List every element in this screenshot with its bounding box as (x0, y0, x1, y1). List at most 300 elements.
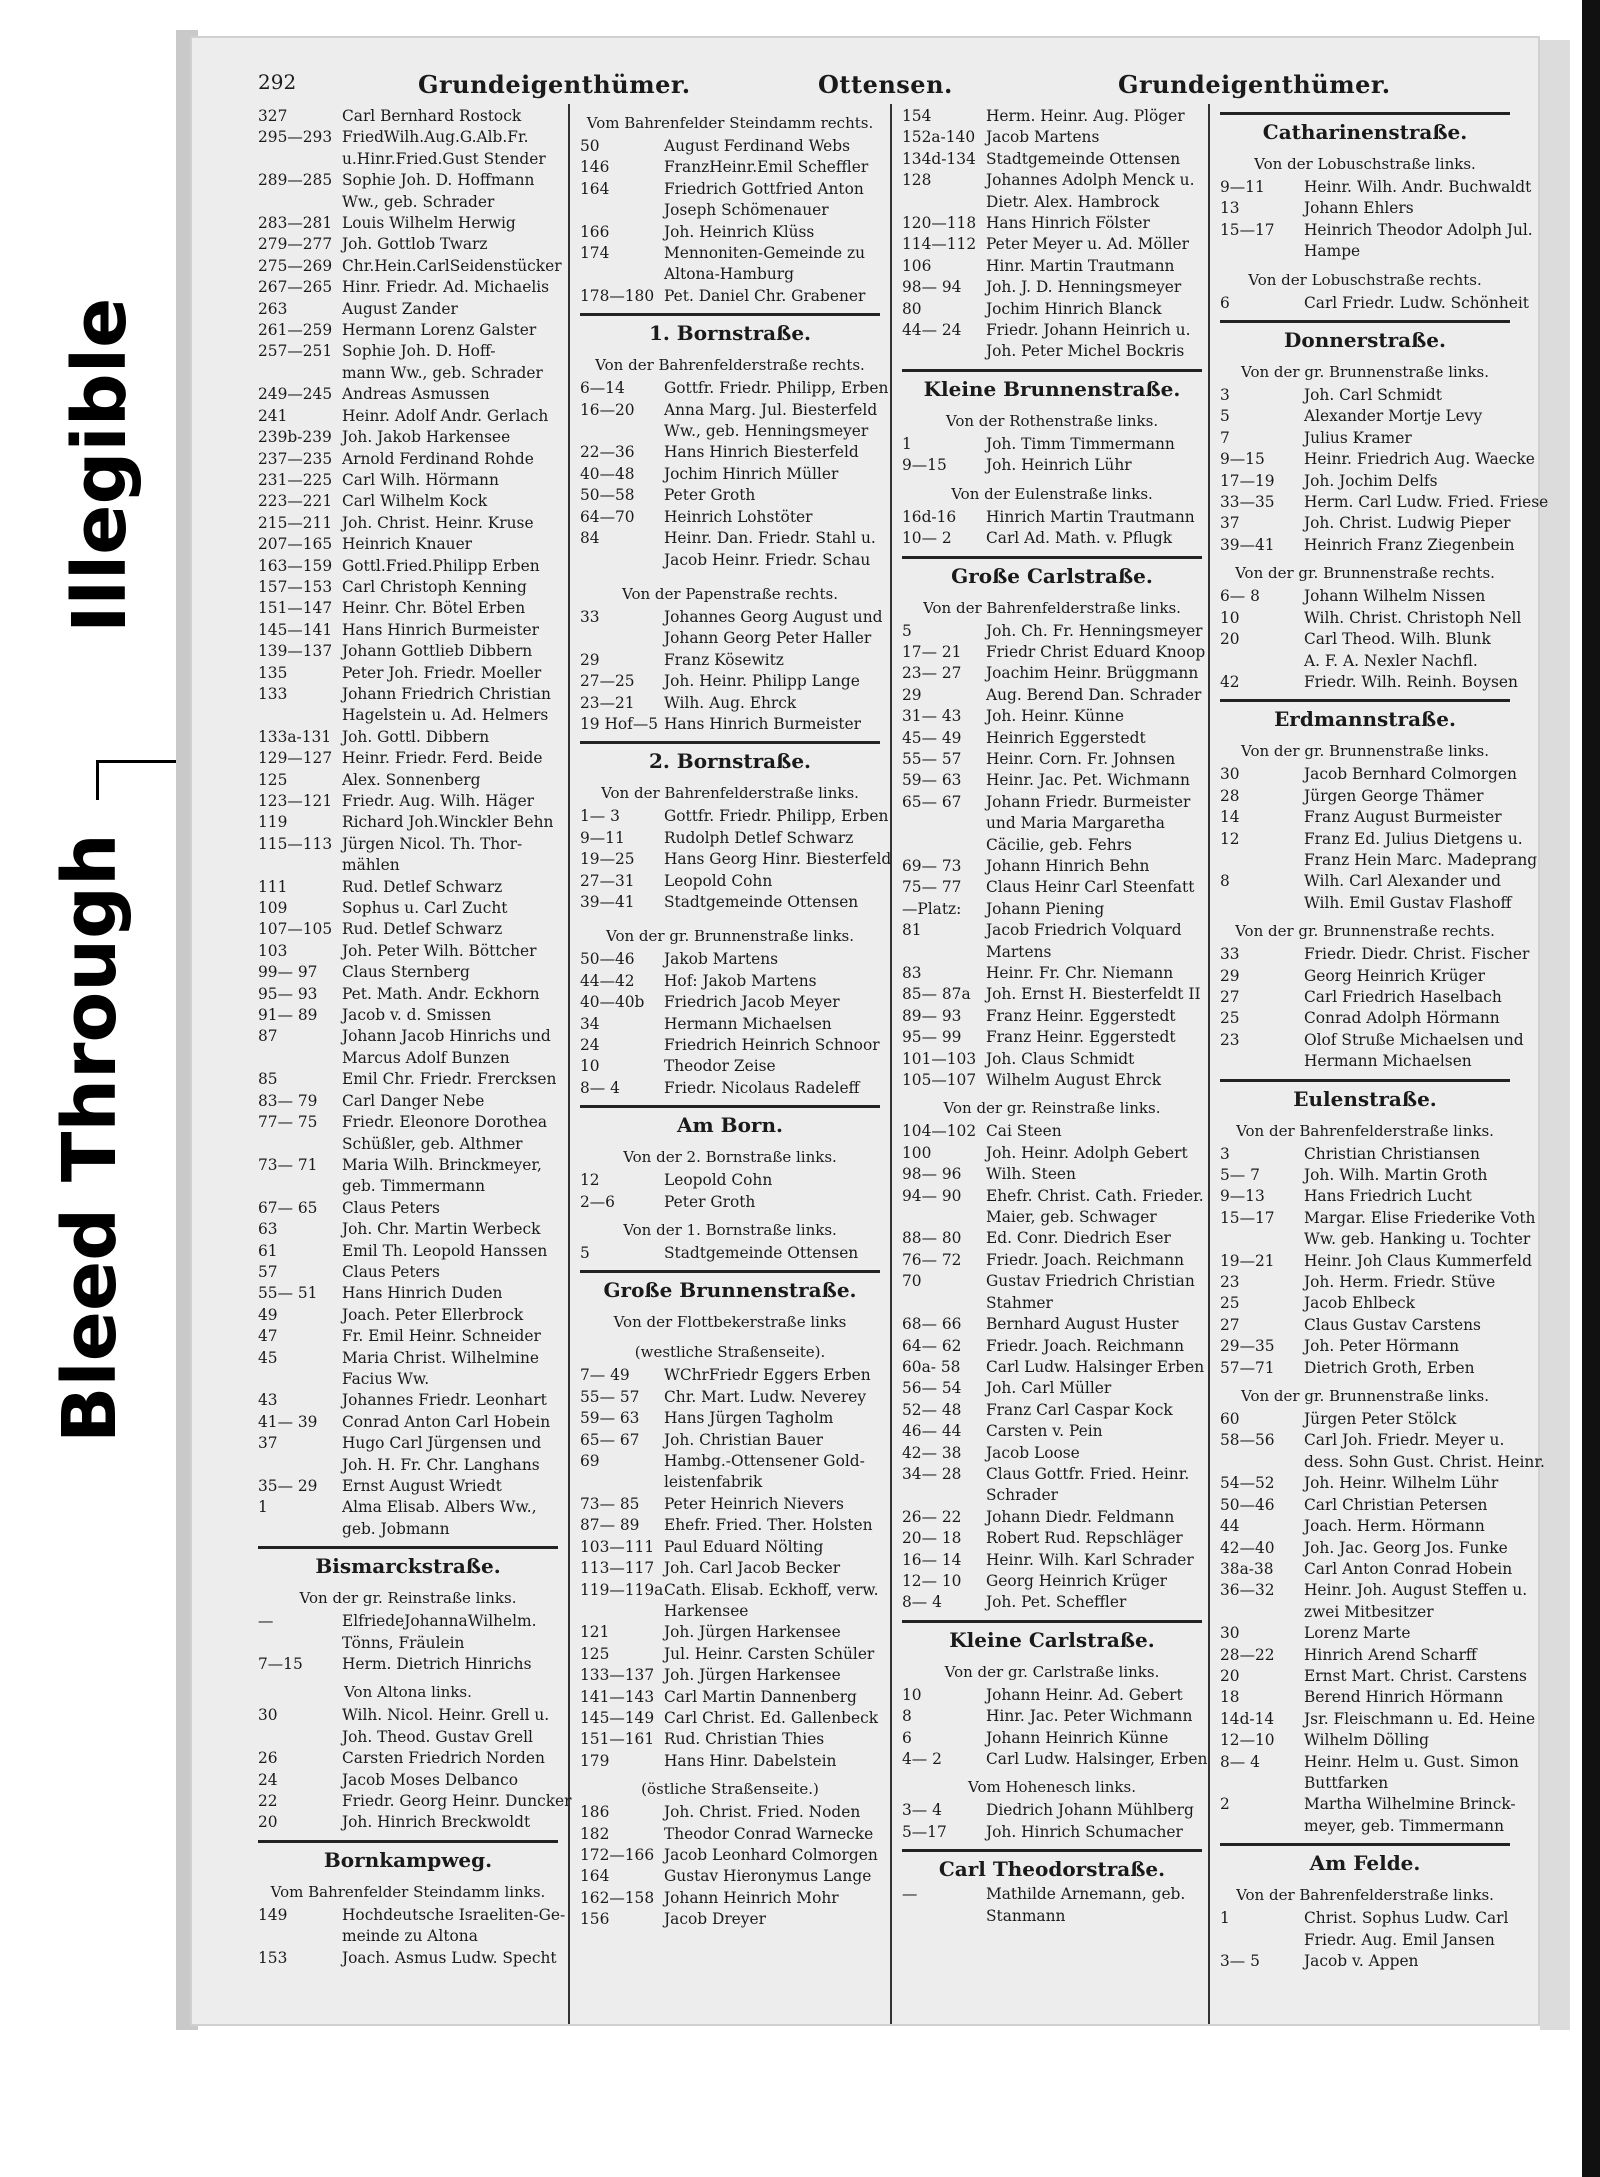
owner-name: Jacob Dreyer (664, 1910, 766, 1929)
house-number: 29 (902, 685, 922, 704)
house-number: 3— 5 (1220, 1952, 1260, 1970)
owner-name: Arnold Ferdinand Rohde (342, 449, 534, 468)
owner-name: Franz Heinr. Eggerstedt (986, 1028, 1176, 1047)
directory-entry (580, 1243, 880, 1264)
directory-entry (580, 1192, 880, 1213)
house-number: 29—35 (1220, 1337, 1275, 1356)
owner-name: Jakob Martens (664, 950, 779, 969)
owner-name: Carl Friedrich Haselbach (1304, 987, 1502, 1006)
owner-name: Joh. Hinrich Schumacher (986, 1822, 1183, 1841)
house-number: 40—40b (580, 993, 645, 1012)
directory-entry (902, 1250, 1202, 1271)
house-number: 49 (258, 1305, 278, 1324)
direction-note: Von der gr. Reinstraße links. (299, 1589, 517, 1608)
directory-entry (258, 984, 558, 1005)
owner-name: Heinrich Lohstöter (664, 507, 813, 526)
house-number: 65— 67 (902, 792, 962, 811)
directory-entry (902, 1571, 1202, 1592)
house-number: 241 (258, 406, 288, 425)
directory-entry (258, 1433, 558, 1454)
owner-name: Peter Groth (664, 1192, 756, 1211)
directory-entry (1220, 1473, 1510, 1494)
house-number: 29 (580, 650, 600, 669)
label-divider (96, 760, 176, 763)
directory-entry (1220, 608, 1522, 629)
directory-entry (1220, 1908, 1510, 1929)
directory-entry (902, 1143, 1202, 1164)
house-number: 67— 65 (258, 1198, 318, 1217)
house-number: 73— 71 (258, 1155, 318, 1174)
owner-name: Stadtgemeinde Ottensen (986, 149, 1181, 168)
owner-name: Peter Meyer u. Ad. Möller (986, 235, 1190, 254)
house-number: 7—15 (258, 1655, 303, 1674)
house-number: 119—119a (580, 1580, 664, 1599)
house-number: 85— 87a (902, 985, 971, 1004)
house-number: 63 (258, 1220, 278, 1239)
house-number: 34— 28 (902, 1464, 962, 1483)
directory-entry (902, 106, 1202, 127)
owner-name: Joh. Peter Hörmann (1304, 1337, 1460, 1356)
directory-entry (258, 1476, 558, 1497)
direction-note: Von der 1. Bornstraße links. (623, 1221, 837, 1240)
directory-entry (902, 299, 1202, 320)
directory-entry (580, 1451, 880, 1472)
house-number: 6—14 (580, 379, 625, 398)
owner-name: Fr. Emil Heinr. Schneider (342, 1327, 541, 1346)
owner-name: Jacob Bernhard Colmorgen (1304, 765, 1517, 784)
direction-note: Von der Bahrenfelderstraße links. (601, 784, 859, 803)
owner-name: Hinr. Martin Trautmann (986, 256, 1175, 275)
directory-entry (902, 963, 1202, 984)
directory-entry (902, 149, 1202, 170)
owner-name: Diedrich Johann Mühlberg (986, 1801, 1194, 1820)
owner-name: Joh. Jakob Harkensee (342, 428, 511, 447)
direction-note: Vom Bahrenfelder Steindamm links. (270, 1882, 546, 1901)
house-number: 149 (258, 1905, 288, 1924)
directory-entry (580, 442, 880, 463)
owner-name: Lorenz Marte (1304, 1624, 1411, 1643)
direction-note: Von der 2. Bornstraße links. (623, 1148, 837, 1167)
house-number: 10— 2 (902, 529, 952, 548)
owner-name: Joh. Gottl. Dibbern (342, 727, 490, 746)
directory-entry (258, 556, 558, 577)
owner-name: Wilh. Aug. Ehrck (664, 693, 797, 712)
directory-entry (258, 256, 562, 277)
owner-name: Heinr. Fr. Chr. Niemann (986, 964, 1174, 982)
owner-name: Rud. Detlef Schwarz (342, 877, 503, 896)
house-number: 9—11 (1220, 178, 1265, 196)
owner-name: Friedr. Eleonore Dorothea (342, 1113, 548, 1132)
house-number: 44—42 (580, 971, 635, 990)
owner-name-continued: u.Hinr.Fried.Gust Stender (342, 149, 546, 168)
owner-name: Rudolph Detlef Schwarz (664, 828, 854, 847)
owner-name: Joh. Christian Bauer (664, 1430, 823, 1449)
house-number: 59— 63 (580, 1409, 640, 1428)
owner-name: Carl Wilhelm Kock (342, 492, 488, 511)
house-number: 24 (258, 1770, 278, 1789)
directory-entry (580, 828, 880, 849)
house-number: 50—58 (580, 486, 635, 505)
directory-entry (902, 1006, 1202, 1027)
owner-name-continued: Stanmann (986, 1906, 1066, 1925)
house-number: 113—117 (580, 1559, 655, 1578)
directory-entry (902, 1550, 1202, 1571)
directory-entry (580, 1708, 880, 1729)
directory-entry (258, 1069, 558, 1090)
directory-entry (580, 871, 880, 892)
owner-name: Theodor Conrad Warnecke (664, 1824, 874, 1843)
owner-name: Joh. Carl Schmidt (1304, 386, 1442, 405)
directory-entry (580, 1537, 880, 1558)
directory-entry (1220, 1580, 1528, 1601)
directory-entry (1220, 177, 1532, 198)
house-number: 283—281 (258, 214, 333, 233)
house-number: 33 (580, 607, 600, 626)
directory-entry (902, 256, 1202, 277)
owner-name: Alexander Mortje Levy (1304, 407, 1483, 426)
directory-entry (1220, 672, 1518, 693)
house-number: 152a-140 (902, 128, 976, 147)
house-number: 133—137 (580, 1666, 655, 1685)
directory-entry (580, 607, 883, 628)
directory-entry (902, 1464, 1202, 1485)
direction-note: Von Altona links. (344, 1683, 472, 1702)
owner-name: Friedr. Diedr. Christ. Fischer (1304, 945, 1530, 964)
house-number: 163—159 (258, 556, 333, 575)
directory-entry (580, 157, 880, 178)
directory-entry (258, 1262, 558, 1283)
owner-name: Carl Martin Dannenberg (664, 1687, 857, 1706)
direction-note: Von der Lobuschstraße links. (1254, 155, 1476, 173)
owner-name: Heinr. Chr. Bötel Erben (342, 599, 526, 618)
directory-entry (902, 984, 1202, 1005)
house-number: 98— 94 (902, 278, 962, 297)
house-number: 111 (258, 877, 288, 896)
directory-entry (1220, 1687, 1510, 1708)
directory-entry (258, 1241, 558, 1262)
owner-name: Wilh. Steen (986, 1165, 1076, 1184)
directory-entry (1220, 966, 1510, 987)
house-number: 257—251 (258, 342, 333, 361)
owner-name-continued: Schüßler, geb. Althmer (342, 1134, 523, 1153)
house-number: 99— 97 (258, 963, 318, 982)
house-number: 69 (580, 1452, 600, 1471)
owner-name: Jacob v. Appen (1304, 1952, 1419, 1970)
house-number: 12 (580, 1171, 600, 1190)
owner-name: Joh. Heinr. Künne (986, 707, 1124, 726)
street-heading: Kleine Brunnenstraße. (902, 369, 1202, 404)
owner-name: Ehefr. Christ. Cath. Frieder. (986, 1186, 1204, 1205)
owner-name: Rud. Christian Thies (664, 1730, 825, 1749)
directory-entry (258, 941, 558, 962)
owner-name: Johann Jacob Hinrichs und (342, 1027, 551, 1046)
house-number: 91— 89 (258, 1006, 318, 1025)
house-number: 8— 4 (902, 1593, 942, 1612)
owner-name: Joh. Heinrich Klüss (664, 222, 815, 241)
directory-entry (1220, 535, 1515, 556)
directory-entry (580, 528, 880, 549)
owner-name: Carl Anton Conrad Hobein (1304, 1559, 1513, 1578)
house-number: 33—35 (1220, 493, 1275, 512)
owner-name-continued: Hagelstein u. Ad. Helmers (342, 706, 549, 725)
directory-entry (1220, 786, 1510, 807)
owner-name-continued: Ww. geb. Hanking u. Tochter (1304, 1230, 1531, 1249)
directory-entry (1220, 198, 1510, 219)
page-right-edge (1540, 40, 1570, 2030)
directory-entry (258, 534, 558, 555)
owner-name: Sophie Joh. D. Hoffmann (342, 171, 535, 190)
directory-entry (258, 277, 558, 298)
directory-entry (580, 1430, 880, 1451)
directory-entry (258, 962, 558, 983)
directory-entry (258, 234, 558, 255)
house-number: 249—245 (258, 385, 333, 404)
owner-name: Emil Th. Leopold Hanssen (342, 1241, 548, 1260)
house-number: 57—71 (1220, 1358, 1275, 1377)
directory-entry (258, 1005, 558, 1026)
owner-name: Jürgen George Thämer (1304, 786, 1484, 805)
house-number: 151—147 (258, 599, 333, 618)
house-number: 103 (258, 941, 288, 960)
directory-entry (902, 1314, 1202, 1335)
directory-entry (1220, 492, 1549, 513)
owner-name: Friedr. Joach. Reichmann (986, 1336, 1185, 1355)
owner-name: Hambg.-Ottensener Gold- (664, 1452, 865, 1471)
directory-entry (902, 1749, 1208, 1770)
directory-entry (258, 427, 558, 448)
owner-name: Mathilde Arnemann, geb. (986, 1885, 1186, 1904)
house-number: 20 (258, 1813, 278, 1832)
house-number: 26— 22 (902, 1507, 962, 1526)
owner-name: Carl Ludw. Halsinger, Erben (986, 1750, 1208, 1768)
directory-entry (580, 1387, 880, 1408)
owner-name: Chr.Hein.CarlSeidenstücker (342, 256, 562, 275)
house-number: 30 (1220, 765, 1240, 784)
owner-name: Gottl.Fried.Philipp Erben (342, 556, 540, 575)
directory-entry (1220, 1538, 1510, 1559)
directory-entry (1220, 1666, 1527, 1687)
owner-name-continued: mählen (342, 856, 400, 875)
owner-name: Hans Friedrich Lucht (1304, 1187, 1472, 1206)
direction-note: Von der gr. Brunnenstraße rechts. (1235, 564, 1495, 583)
owner-name: Mennoniten-Gemeinde zu (664, 244, 866, 263)
owner-name: Christ. Sophus Ludw. Carl (1304, 1909, 1509, 1928)
directory-entry (580, 179, 880, 200)
house-number: 35— 29 (258, 1477, 318, 1495)
directory-entry (580, 286, 880, 307)
directory-entry (1220, 1008, 1510, 1029)
house-number: 20— 18 (902, 1529, 962, 1548)
directory-entry (580, 243, 880, 264)
house-number: 125 (258, 770, 288, 789)
owner-name-continued: Harkensee (664, 1601, 749, 1620)
directory-entry (580, 1035, 880, 1056)
house-number: 5 (580, 1244, 590, 1263)
directory-entry (1220, 987, 1510, 1008)
house-number: 105—107 (902, 1071, 977, 1090)
directory-entry (902, 728, 1202, 749)
house-number: 83 (902, 964, 922, 982)
directory-entry (258, 598, 558, 619)
directory-entry (258, 1326, 558, 1347)
directory-entry (580, 1494, 880, 1515)
directory-entry (1220, 1186, 1510, 1207)
house-number: 153 (258, 1948, 288, 1967)
owner-name: Friedrich Gottfried Anton (664, 179, 864, 198)
house-number: 20 (1220, 630, 1240, 649)
street-heading: Carl Theodorstraße. (902, 1849, 1202, 1884)
owner-name: Jacob Moses Delbanco (342, 1770, 518, 1789)
owner-name: Joh. Christ. Fried. Noden (664, 1803, 861, 1822)
directory-entry (258, 1654, 558, 1675)
street-heading: Bismarckstraße. (258, 1546, 558, 1581)
house-number: 154 (902, 107, 932, 125)
house-number: 186 (580, 1803, 610, 1822)
house-number: 2 (1220, 1795, 1230, 1814)
directory-entry (580, 1408, 880, 1429)
directory-entry (258, 299, 558, 320)
owner-name: Joh. Hinrich Breckwoldt (342, 1813, 531, 1832)
owner-name: Heinr. Jac. Pet. Wichmann (986, 771, 1190, 790)
house-number: 42 (1220, 672, 1240, 691)
directory-entry (1220, 1144, 1510, 1165)
owner-name: Peter Heinrich Nievers (664, 1494, 844, 1513)
owner-name: Carsten v. Pein (986, 1422, 1103, 1441)
directory-entry (902, 507, 1202, 528)
directory-entry (1220, 1709, 1536, 1730)
label-divider-vertical (96, 760, 99, 800)
owner-name: Johann Gottlieb Dibbern (342, 642, 533, 661)
house-number: 16— 14 (902, 1550, 962, 1569)
owner-name: Ernst Mart. Christ. Carstens (1304, 1666, 1527, 1685)
house-number: 261—259 (258, 321, 333, 340)
owner-name: Gottfr. Friedr. Philipp, Erben (664, 379, 889, 398)
directory-entry (580, 1644, 880, 1665)
owner-name: Robert Rud. Repschläger (986, 1529, 1183, 1548)
house-number: 87 (258, 1027, 278, 1046)
scanned-page (190, 36, 1549, 2026)
owner-name: Carl Theod. Wilh. Blunk (1304, 630, 1491, 649)
house-number: 27—25 (580, 672, 635, 691)
directory-entry (1220, 1559, 1513, 1580)
owner-name: Johann Hinrich Behn (986, 856, 1150, 875)
house-number: 39—41 (580, 892, 635, 911)
owner-name: Heinr. Friedr. Ferd. Beide (342, 749, 543, 768)
house-number: 42—40 (1220, 1538, 1275, 1557)
street-heading: 1. Bornstraße. (580, 313, 880, 348)
house-number: 43 (258, 1391, 278, 1410)
owner-name: WChrFriedr Eggers Erben (664, 1366, 871, 1385)
directory-entry (580, 992, 880, 1013)
directory-entry (1220, 764, 1517, 785)
house-number: 23—21 (580, 693, 635, 712)
house-number: 1 (258, 1498, 268, 1517)
directory-entry (902, 792, 1202, 813)
owner-name: Joh. Christ. Ludwig Pieper (1304, 514, 1511, 533)
house-number: 8— 4 (580, 1078, 620, 1097)
directory-entry (902, 127, 1202, 148)
owner-name: Cai Steen (986, 1122, 1062, 1141)
house-number: 107—105 (258, 920, 333, 939)
owner-name: Joh. Heinr. Philipp Lange (664, 672, 860, 691)
owner-name: Friedr. Aug. Wilh. Häger (342, 792, 535, 810)
owner-name: A. F. A. Nexler Nachfl. (1304, 651, 1478, 670)
house-number: 162—158 (580, 1888, 655, 1907)
owner-name: Johann Friedr. Burmeister (986, 792, 1191, 811)
owner-name: Claus Heinr Carl Steenfatt (986, 878, 1195, 897)
directory-entry (902, 1800, 1202, 1821)
owner-name-continued: Joh. Peter Michel Bockris (986, 342, 1185, 361)
house-number: 10 (580, 1057, 600, 1076)
directory-entry (902, 749, 1202, 770)
owner-name: Joh. Pet. Scheffler (986, 1593, 1127, 1612)
owner-name-continued: Hampe (1304, 242, 1361, 261)
directory-entry (258, 406, 558, 427)
house-number: 14 (1220, 808, 1240, 827)
directory-entry (902, 1507, 1202, 1528)
owner-name-continued: geb. Timmermann (342, 1177, 486, 1196)
house-number: 9—11 (580, 828, 625, 847)
house-number: 61 (258, 1241, 278, 1260)
directory-entry (258, 1812, 558, 1833)
owner-name: Jochim Hinrich Blanck (986, 299, 1162, 318)
house-number: 146 (580, 158, 610, 177)
owner-name: Claus Gottfr. Fried. Heinr. (986, 1464, 1190, 1483)
house-number: 8 (902, 1707, 912, 1726)
owner-name: Jürgen Peter Stölck (1304, 1410, 1457, 1429)
owner-name: Franz August Burmeister (1304, 808, 1502, 827)
owner-name: Gustav Friedrich Christian (986, 1272, 1195, 1291)
directory-entry (258, 1791, 572, 1812)
column-rule (1208, 104, 1210, 2024)
street-heading: Erdmannstraße. (1220, 699, 1510, 734)
owner-name: Jacob v. d. Smissen (342, 1006, 492, 1025)
house-number: 114—112 (902, 235, 977, 254)
owner-name: Johann Heinrich Künne (986, 1728, 1169, 1747)
owner-name: Gottfr. Friedr. Philipp, Erben (664, 807, 889, 826)
owner-name: Claus Sternberg (342, 963, 470, 982)
directory-entry (902, 1592, 1202, 1613)
direction-note: Von der Bahrenfelderstraße links. (923, 598, 1181, 617)
house-number: 64— 62 (902, 1336, 962, 1355)
direction-note: Von der Rothenstraße links. (945, 411, 1159, 430)
directory-entry (580, 671, 880, 692)
house-number: 42— 38 (902, 1443, 962, 1462)
house-number: 59— 63 (902, 771, 962, 790)
owner-name-continued: Tönns, Fräulein (342, 1633, 465, 1652)
owner-name: Joh. Peter Wilh. Böttcher (342, 941, 537, 960)
house-number: 141—143 (580, 1687, 655, 1706)
owner-name: Johann Friedrich Christian (342, 684, 551, 703)
owner-name: Joh. Jochim Delfs (1304, 471, 1438, 490)
owner-name-continued: Marcus Adolf Bunzen (342, 1048, 510, 1067)
owner-name: Georg Heinrich Krüger (986, 1571, 1167, 1590)
owner-name: Heinr. Corn. Fr. Johnsen (986, 749, 1176, 768)
house-number: 9—15 (902, 456, 947, 475)
directory-entry (580, 485, 880, 506)
directory-entry (580, 1622, 880, 1643)
directory-entry (902, 621, 1202, 642)
owner-name: Leopold Cohn (664, 871, 773, 890)
owner-name: Heinrich Franz Ziegenbein (1304, 535, 1515, 554)
owner-name: Pet. Math. Andr. Eckhorn (342, 984, 540, 1003)
directory-entry (1220, 1495, 1510, 1516)
owner-name: Carl Danger Nebe (342, 1091, 485, 1110)
directory-entry (1220, 871, 1510, 892)
header-left-title: Grundeigenthümer. (418, 70, 691, 99)
house-number: 327 (258, 107, 288, 125)
house-number: 164 (580, 179, 610, 198)
